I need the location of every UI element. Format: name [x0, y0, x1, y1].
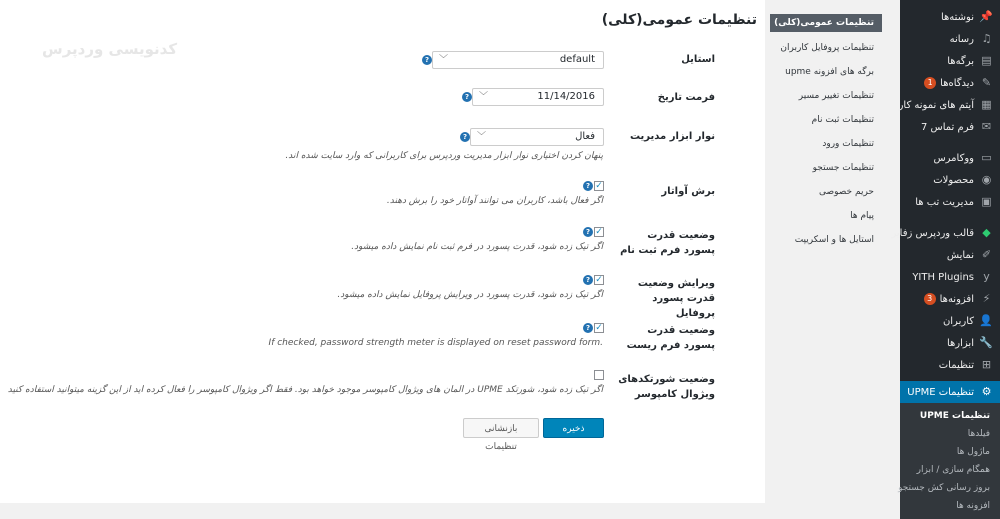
reset-password-checkbox[interactable]: ✓ [595, 323, 603, 333]
plugins-badge: 3 [924, 293, 936, 305]
tabs-icon: ▣ [981, 195, 992, 208]
help-icon[interactable]: ? [583, 323, 593, 333]
pin-icon: 📌 [979, 10, 993, 23]
admin-sidebar [891, 0, 1000, 511]
submenu-addons[interactable]: افزونه ها [956, 501, 990, 511]
reg-password-description: اگر تیک زده شود، قدرت پسورد در فرم ثبت نام نمایش داده میشود. [351, 242, 603, 252]
menu-item-appearance[interactable]: ✐ نمایش [946, 248, 992, 261]
comments-badge: 1 [924, 77, 936, 89]
menu-item-users[interactable]: 👤 کاربران [942, 314, 993, 327]
submenu-upme-settings[interactable]: تنظیمات UPME [919, 411, 990, 421]
admin-bar-label: نوار ابزار مدیریت [629, 131, 715, 142]
date-format-select[interactable] [472, 88, 604, 106]
tab-general-settings[interactable]: تنظیمات عمومی(کلی) [770, 14, 882, 32]
help-icon[interactable]: ? [460, 132, 470, 142]
gear-icon: ⚙ [981, 385, 992, 398]
tab-profile-settings[interactable]: تنظیمات پروفایل کاربران [780, 43, 874, 53]
admin-bar-select[interactable] [470, 128, 604, 146]
submenu-sync-tools[interactable]: همگام سازی / ابزار [916, 465, 990, 475]
tab-styles-scripts[interactable]: استایل ها و اسکریپت [794, 235, 874, 245]
pages-icon: ▤ [981, 54, 992, 67]
menu-item-comments[interactable]: ✎ دیدگاه‌ها 1 [900, 72, 1000, 94]
help-icon[interactable]: ? [583, 227, 593, 237]
style-select[interactable] [432, 51, 604, 69]
diamond-icon: ◆ [982, 226, 991, 239]
admin-bar-value: فعال [575, 131, 595, 142]
menu-item-pages[interactable]: ▤ برگه‌ها [947, 54, 992, 67]
edit-password-description: اگر تیک زده شود، قدرت پسورد در ویرایش پروفایل نمایش داده میشود. [337, 290, 603, 300]
mail-icon: ✉ [981, 120, 992, 133]
menu-item-yith[interactable]: y YITH Plugins [900, 266, 1000, 288]
submenu-modules[interactable]: ماژول ها [956, 447, 990, 457]
edit-password-label: ویرایش وضعیت قدرت پسورد پروفایل [637, 278, 715, 319]
plugin-tabs [770, 14, 882, 517]
menu-item-tabs-manager[interactable]: ▣ مدیریت تب ها [915, 195, 992, 208]
plugins-icon: ⚡ [982, 292, 991, 305]
chevron-down-icon: ﹀ [477, 132, 487, 142]
save-button[interactable]: ذخیره تغییرات [543, 418, 604, 438]
menu-item-products[interactable]: ◉ محصولات [933, 173, 992, 186]
portfolio-icon: ▦ [981, 98, 992, 111]
style-select-value: default [559, 54, 595, 65]
yith-icon: y [983, 270, 990, 283]
reset-password-label: وضعیت قدرت پسورد فرم ریست [626, 325, 715, 351]
upme-submenu [900, 403, 1000, 519]
menu-item-posts[interactable]: 📌 نوشته‌ها [940, 10, 993, 23]
reset-password-description: If checked, password strength meter is displayed on reset password form. [268, 338, 603, 348]
products-icon: ◉ [981, 173, 992, 186]
submenu-search-cache[interactable]: بروز رسانی کش جستجو [898, 483, 990, 493]
avatar-crop-label: برش آواتار [661, 186, 715, 197]
tab-login-settings[interactable]: تنظیمات ورود [822, 139, 874, 149]
visual-shortcodes-description: اگر تیک زده شود، شورتکد UPME در المان های ویژوال کامپوسر موجود خواهد بود. فقط اگر ویژوال کامپوسر را فعال کرده اید از این گزینه میتوانید استفاده کنید [7, 385, 603, 395]
reg-password-checkbox[interactable]: ✓ [595, 227, 603, 237]
settings-icon: ⊞ [981, 358, 992, 371]
edit-password-checkbox[interactable]: ✓ [595, 275, 603, 285]
reset-settings-button[interactable]: بازنشانی تنظیمات [463, 418, 539, 438]
watermark-text: کدنویسی وردپرس [42, 40, 178, 58]
help-icon[interactable]: ? [462, 92, 472, 102]
media-icon: ♫ [981, 32, 992, 45]
menu-item-woocommerce[interactable]: ▭ ووکامرس [933, 151, 992, 164]
menu-item-portfolio[interactable]: ▦ آیتم های نمونه کار [898, 98, 992, 111]
menu-item-media[interactable]: ♫ رسانه [949, 32, 992, 45]
menu-item-settings[interactable]: ⊞ تنظیمات [938, 358, 992, 371]
help-icon[interactable]: ? [583, 181, 593, 191]
woocommerce-icon: ▭ [981, 151, 992, 164]
help-icon[interactable]: ? [583, 275, 593, 285]
help-icon[interactable]: ? [422, 55, 432, 65]
admin-bar-description: پنهان کردن اختیاری نوار ابزار مدیریت وردپرس برای کاربرانی که وارد سایت شده اند. [285, 151, 603, 161]
menu-item-theme[interactable]: ◆ قالب وردپرس زفایر [900, 222, 1000, 244]
menu-item-upme-settings[interactable]: ⚙ تنظیمات UPME [900, 381, 1000, 403]
tab-search-settings[interactable]: تنظیمات جستجو [812, 163, 874, 173]
avatar-crop-description: اگر فعال باشد، کاربران می توانند آواتار خود را برش دهند. [386, 196, 603, 206]
visual-shortcodes-label: وضعیت شورتکدهای ویژوال کامپوسر [618, 374, 715, 400]
menu-item-plugins[interactable]: ⚡ افزونه‌ها 3 [900, 288, 1000, 310]
chevron-down-icon: ﹀ [439, 55, 449, 65]
tab-privacy[interactable]: حریم خصوصی [818, 187, 874, 197]
visual-shortcodes-checkbox[interactable] [594, 370, 604, 380]
comments-icon: ✎ [981, 76, 992, 89]
reg-password-label: وضعیت قدرت پسورد فرم ثبت نام [620, 230, 715, 256]
tab-messages[interactable]: پیام ها [850, 211, 874, 221]
date-format-value: 11/14/2016 [537, 91, 595, 102]
tab-redirect-settings[interactable]: تنظیمات تغییر مسیر [798, 91, 874, 101]
tools-icon: 🔧 [979, 336, 993, 349]
tab-plugin-pages[interactable]: برگه های افزونه upme [785, 67, 874, 77]
menu-item-contact-form[interactable]: ✉ فرم تماس 7 [920, 120, 992, 133]
menu-item-tools[interactable]: 🔧 ابزارها [946, 336, 993, 349]
chevron-down-icon: ﹀ [479, 92, 489, 102]
avatar-crop-checkbox[interactable]: ✓ [595, 181, 603, 191]
appearance-icon: ✐ [981, 248, 992, 261]
users-icon: 👤 [979, 314, 993, 327]
style-label: استایل [681, 54, 715, 65]
page-title: تنظیمات عمومی(کلی) [601, 12, 757, 28]
submenu-fields[interactable]: فیلدها [967, 429, 990, 439]
date-format-label: فرمت تاریخ [657, 92, 715, 103]
tab-registration-settings[interactable]: تنظیمات ثبت نام [811, 115, 874, 125]
